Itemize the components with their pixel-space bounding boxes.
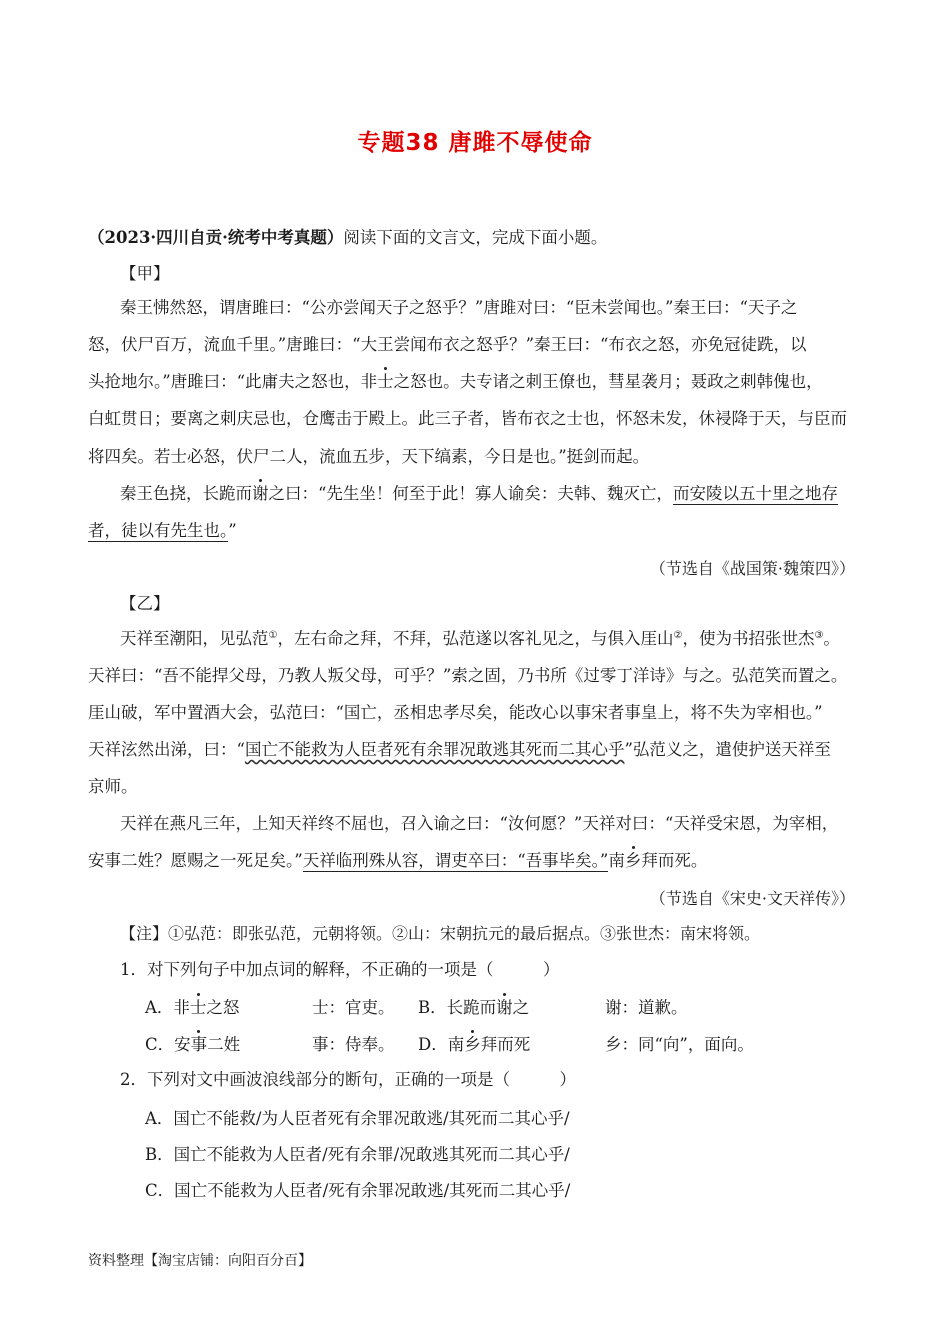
yi-p2-line2 xyxy=(88,849,707,873)
wavy-underlined-sentence: 国亡不能救为人臣者死有余罪况敢逃其死而二其心乎 xyxy=(244,740,625,759)
note-marker-1: ① xyxy=(268,630,278,641)
underlined-sentence-part2: 者，徒以有先生也。 xyxy=(88,521,229,540)
q1-option-c-definition: 事：侍奉。 xyxy=(312,1035,395,1054)
yi-heading: 【乙】 xyxy=(120,594,170,613)
jia-p2-line1-b: 之曰：“先生坐！何至于此！寡人谕矣：夫韩、魏灭亡， xyxy=(268,484,673,503)
intro-source: （2023·四川自贡·统考中考真题） xyxy=(88,228,344,247)
yi-p1-line2: 天祥曰：“吾不能捍父母，乃教人叛父母，可乎？”索之固，乃书所《过零丁洋诗》与之。弘范笑而置之。 xyxy=(88,666,848,685)
q1-option-a[interactable]: A．非士之怒 xyxy=(145,998,240,1017)
question-2-stem: 2．下列对文中画波浪线部分的断句，正确的一项是（ ） xyxy=(120,1070,576,1089)
underlined-sentence-part1: 而安陵以五十里之地存 xyxy=(672,484,838,503)
yi-p1-line4-a: 天祥泫然出涕，曰：“ xyxy=(88,740,245,759)
yi-p1-line4-b: ”弘范义之，遣使护送天祥至 xyxy=(624,740,831,759)
note-marker-3: ③ xyxy=(814,630,824,641)
q1-b-dotted: 谢 xyxy=(496,998,513,1017)
yi-p1-line1-d: 。 xyxy=(823,629,840,648)
q1-option-c[interactable]: C．安事二姓 xyxy=(145,1035,241,1054)
q1-a-dotted: 士 xyxy=(189,998,207,1017)
yi-p1-line1-b: ，左右命之拜，不拜，弘范遂以客礼见之，与俱入厓山 xyxy=(277,629,674,648)
yi-p1-line5: 京师。 xyxy=(88,777,138,796)
dotted-word-xie: 谢 xyxy=(252,484,269,503)
q1-option-d[interactable]: D．南乡拜而死 xyxy=(418,1035,531,1054)
jia-p2-line2-end: ” xyxy=(228,521,237,540)
jia-p1-line4: 白虹贯日；要离之刺庆忌也，仓鹰击于殿上。此三子者，皆布衣之士也，怀怒未发，休祲降于天，与臣而 xyxy=(88,409,847,428)
notes: 【注】①弘范：即张弘范，元朝将领。②山：宋朝抗元的最后据点。③张世杰：南宋将领。 xyxy=(120,924,761,943)
jia-heading: 【甲】 xyxy=(120,264,170,283)
jia-p1-line3 xyxy=(88,370,823,394)
jia-p1-line5: 将四矣。若士必怒，伏尸二人，流血五步，天下缟素，今日是也。”挺剑而起。 xyxy=(88,447,650,466)
question-1-stem: 1．对下列句子中加点词的解释，不正确的一项是（ ） xyxy=(120,960,560,979)
yi-p2-line1: 天祥在燕凡三年，上知天祥终不屈也，召入谕之曰：“汝何愿？”天祥对曰：“天祥受宋恩，为宰相， xyxy=(120,814,839,833)
q1-option-d-definition: 乡：同“向”，面向。 xyxy=(605,1035,754,1054)
q1-option-b-definition: 谢：道歉。 xyxy=(605,998,688,1017)
yi-p1-line1 xyxy=(120,627,840,651)
footer-note: 资料整理【淘宝店铺：向阳百分百】 xyxy=(88,1253,312,1269)
page-title: 专题38 唐雎不辱使命 xyxy=(357,130,593,156)
intro-line xyxy=(88,226,607,250)
q2-option-b[interactable]: B．国亡不能救为人臣者/死有余罪/况敢逃其死而二其心乎/ xyxy=(145,1145,570,1164)
jia-p1-line2: 怒，伏尸百万，流血千里。”唐雎曰：“大王尝闻布衣之怒乎？”秦王曰：“布衣之怒，亦免冠徒跣，以 xyxy=(88,335,807,354)
q2-option-a[interactable]: A．国亡不能救/为人臣者死有余罪况敢逃/其死而二其心乎/ xyxy=(145,1109,570,1128)
dotted-word-xiang: 乡 xyxy=(624,851,642,870)
yi-p2-line2-c: 拜而死。 xyxy=(641,851,708,870)
jia-p2-line2 xyxy=(88,519,237,543)
yi-p2-line2-b: 南 xyxy=(608,851,625,870)
jia-p1-line3-a: 头抢地尔。”唐雎曰：“此庸夫之怒也，非 xyxy=(88,372,378,391)
yi-p1-line1-c: ，使为书招张世杰 xyxy=(682,629,815,648)
q1-d-dotted: 乡 xyxy=(464,1035,481,1054)
jia-p2-line1 xyxy=(120,482,838,506)
q1-option-b[interactable]: B．长跪而谢之 xyxy=(418,998,530,1017)
note-marker-2: ② xyxy=(673,630,683,641)
yi-p1-line1-a: 天祥至潮阳，见弘范 xyxy=(120,629,269,648)
jia-source: （节选自《战国策·魏策四》） xyxy=(649,559,855,578)
jia-p1-line3-b: 之怒也。夫专诸之刺王僚也，彗星袭月；聂政之刺韩傀也， xyxy=(393,372,823,391)
yi-source: （节选自《宋史·文天祥传》） xyxy=(649,889,855,908)
q2-option-c[interactable]: C．国亡不能救为人臣者/死有余罪况敢逃/其死而二其心乎/ xyxy=(145,1181,571,1200)
underlined-sentence-yi: 天祥临刑殊从容，谓吏卒曰：“吾事毕矣。” xyxy=(302,851,609,870)
intro-instruction: 阅读下面的文言文，完成下面小题。 xyxy=(343,228,608,247)
q1-option-a-definition: 士：官吏。 xyxy=(312,998,395,1017)
yi-p1-line4 xyxy=(88,738,831,762)
yi-p1-line3: 厓山破，军中置酒大会，弘范曰：“国亡，丞相忠孝尽矣，能改心以事宋者事皇上，将不失为宰相也。” xyxy=(88,703,823,722)
q1-c-dotted: 事 xyxy=(190,1035,208,1054)
jia-p2-line1-a: 秦王色挠，长跪而 xyxy=(120,484,252,503)
dotted-word-shi: 士 xyxy=(377,372,394,391)
yi-p2-line2-a: 安事二姓？愿赐之一死足矣。” xyxy=(88,851,303,870)
jia-p1-line1: 秦王怫然怒，谓唐雎曰：“公亦尝闻天子之怒乎？”唐雎对曰：“臣未尝闻也。”秦王曰：“天子之 xyxy=(120,298,798,317)
